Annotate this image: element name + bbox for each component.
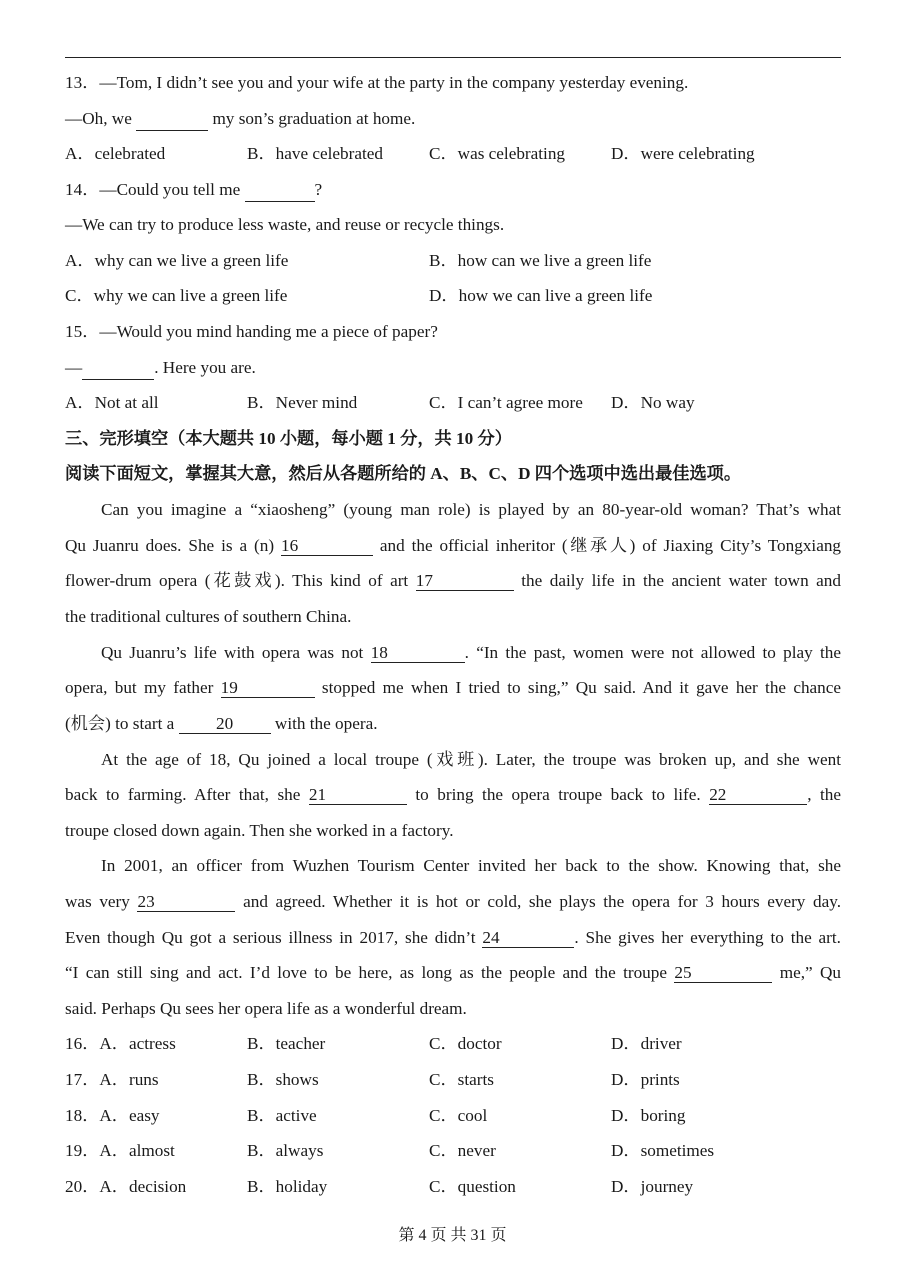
q13-reply (65, 108, 841, 131)
passage-text: . She gives her everything to the art. (574, 928, 841, 947)
q13-stem (65, 72, 841, 94)
header-rule (65, 57, 841, 58)
q15-line1: —Would you mind handing me a piece of paper? (99, 322, 438, 341)
q15-option-c: C．I can’t agree more (429, 393, 583, 412)
passage-p1-line3 (65, 570, 841, 592)
choice-18-b: B．active (247, 1106, 317, 1125)
q13-line1: —Tom, I didn’t see you and your wife at the party in the company yesterday evening. (99, 73, 689, 92)
passage-p4-line4 (65, 962, 841, 984)
choice-number: 18． (65, 1106, 100, 1125)
passage-p4-line1: In 2001, an officer from Wuzhen Tourism Center invited her back to the show. Knowing that, she (101, 856, 841, 875)
choice-18-d: D．boring (611, 1106, 686, 1125)
passage-text: stopped me when I tried to sing,” Qu said. And it gave her the chance (321, 678, 842, 697)
section-title: 三、完形填空（本大题共 10 小题，每小题 1 分，共 10 分） (65, 429, 512, 448)
choice-16-number-a (65, 1033, 176, 1055)
passage-p2-line3 (65, 713, 841, 735)
q14-reply: —We can try to produce less waste, and reuse or recycle things. (65, 215, 505, 234)
choice-option-a: A．decision (99, 1177, 187, 1196)
passage-p2-line1 (101, 642, 841, 664)
blank-23: 23 (137, 893, 235, 912)
choice-17-c: C．starts (429, 1070, 494, 1089)
blank-22: 22 (709, 786, 807, 805)
q14-line1b: ? (314, 180, 323, 199)
passage-text: . “In the past, women were not allowed to play the (464, 643, 842, 662)
passage-text: and the official inheritor (继承人) of Jiaxing City’s Tongxiang (379, 536, 842, 555)
q15-option-b: B．Never mind (247, 393, 358, 412)
choice-16-c: C．doctor (429, 1034, 502, 1053)
choice-number: 19． (65, 1141, 100, 1160)
choice-20-d: D．journey (611, 1177, 694, 1196)
q15-blank (82, 357, 154, 380)
passage-p3-line2 (65, 784, 841, 806)
q14-stem (65, 179, 841, 202)
choice-20-b: B．holiday (247, 1177, 328, 1196)
q15-number: 15． (65, 322, 100, 341)
passage-text: the daily life in the ancient water town and (521, 571, 841, 590)
passage-text: Qu Juanru’s life with opera was not (101, 643, 364, 662)
passage-text: , the (807, 785, 842, 804)
passage-p1-line1: Can you imagine a “xiaosheng” (young man role) is played by an 80-year-old woman? That’s what (101, 500, 841, 519)
q13-option-d: D．were celebrating (611, 144, 755, 163)
choice-16-d: D．driver (611, 1034, 682, 1053)
section-instruction: 阅读下面短文，掌握其大意，然后从各题所给的 A、B、C、D 四个选项中选出最佳选项。 (65, 464, 742, 483)
choice-option-a: A．easy (99, 1106, 160, 1125)
choice-number: 20． (65, 1177, 100, 1196)
choice-option-a: A．actress (99, 1034, 176, 1053)
blank-19: 19 (221, 679, 315, 698)
choice-18-c: C．cool (429, 1106, 488, 1125)
passage-text: back to farming. After that, she (65, 785, 301, 804)
q15-line2a: — (65, 358, 83, 377)
choice-17-d: D．prints (611, 1070, 680, 1089)
passage-text: “I can still sing and act. I’d love to be here, as long as the people and the troupe (65, 963, 667, 982)
q15-option-d: D．No way (611, 393, 695, 412)
blank-18: 18 (371, 644, 465, 663)
choice-16-b: B．teacher (247, 1034, 326, 1053)
blank-21: 21 (309, 786, 407, 805)
choice-option-a: A．almost (99, 1141, 175, 1160)
choice-20-number-a (65, 1176, 186, 1198)
q13-line2b: my son’s graduation at home. (212, 109, 416, 128)
blank-17: 17 (416, 572, 514, 591)
choice-19-b: B．always (247, 1141, 324, 1160)
choice-number: 16． (65, 1034, 100, 1053)
passage-text: opera, but my father (65, 678, 214, 697)
choice-20-c: C．question (429, 1177, 516, 1196)
q14-number: 14． (65, 180, 100, 199)
q14-option-b: B．how can we live a green life (429, 251, 652, 270)
q15-line2b: . Here you are. (154, 358, 256, 377)
choice-19-c: C．never (429, 1141, 496, 1160)
q15-reply (65, 357, 841, 380)
passage-text: (机会) to start a (65, 714, 175, 733)
passage-p4-line2 (65, 891, 841, 913)
q14-blank (245, 179, 315, 202)
q14-option-d: D．how we can live a green life (429, 286, 653, 305)
choice-17-b: B．shows (247, 1070, 319, 1089)
q13-option-b: B．have celebrated (247, 144, 383, 163)
passage-p4-line5: said. Perhaps Qu sees her opera life as a wonderful dream. (65, 999, 467, 1018)
passage-p3-line1: At the age of 18, Qu joined a local troupe (戏班). Later, the troupe was broken up, and she went (101, 750, 841, 769)
choice-18-number-a (65, 1105, 160, 1127)
choice-19-number-a (65, 1140, 175, 1162)
blank-24: 24 (482, 929, 574, 948)
q13-option-a: A．celebrated (65, 144, 166, 163)
q14-option-c: C．why we can live a green life (65, 286, 288, 305)
passage-text: me,” Qu (779, 963, 842, 982)
blank-16: 16 (281, 537, 373, 556)
passage-p4-line3 (65, 927, 841, 949)
q13-line2a: —Oh, we (65, 109, 132, 128)
passage-p3-line3: troupe closed down again. Then she worked in a factory. (65, 821, 454, 840)
q15-option-a: A．Not at all (65, 393, 159, 412)
passage-text: Even though Qu got a serious illness in 2017, she didn’t (65, 928, 476, 947)
passage-text: with the opera. (274, 714, 378, 733)
q15-stem (65, 321, 841, 343)
passage-p1-line2 (65, 535, 841, 557)
passage-p2-line2 (65, 677, 841, 699)
passage-text: was very (65, 892, 130, 911)
choice-number: 17． (65, 1070, 100, 1089)
passage-text: flower-drum opera (花鼓戏). This kind of art (65, 571, 409, 590)
q13-number: 13． (65, 73, 100, 92)
passage-text: to bring the opera troupe back to life. (415, 785, 701, 804)
blank-25: 25 (674, 964, 772, 983)
passage-p1-line4: the traditional cultures of southern China. (65, 607, 352, 626)
q13-option-c: C．was celebrating (429, 144, 566, 163)
q14-line1a: —Could you tell me (99, 180, 241, 199)
choice-17-number-a (65, 1069, 159, 1091)
q14-option-a: A．why can we live a green life (65, 251, 289, 270)
page-footer: 第 4 页 共 31 页 (398, 1227, 507, 1244)
choice-19-d: D．sometimes (611, 1141, 715, 1160)
choice-option-a: A．runs (99, 1070, 159, 1089)
q13-blank (136, 108, 208, 131)
passage-text: Qu Juanru does. She is a (n) (65, 536, 275, 555)
passage-text: and agreed. Whether it is hot or cold, she plays the opera for 3 hours every day. (243, 892, 841, 911)
blank-20: 20 (179, 715, 271, 734)
